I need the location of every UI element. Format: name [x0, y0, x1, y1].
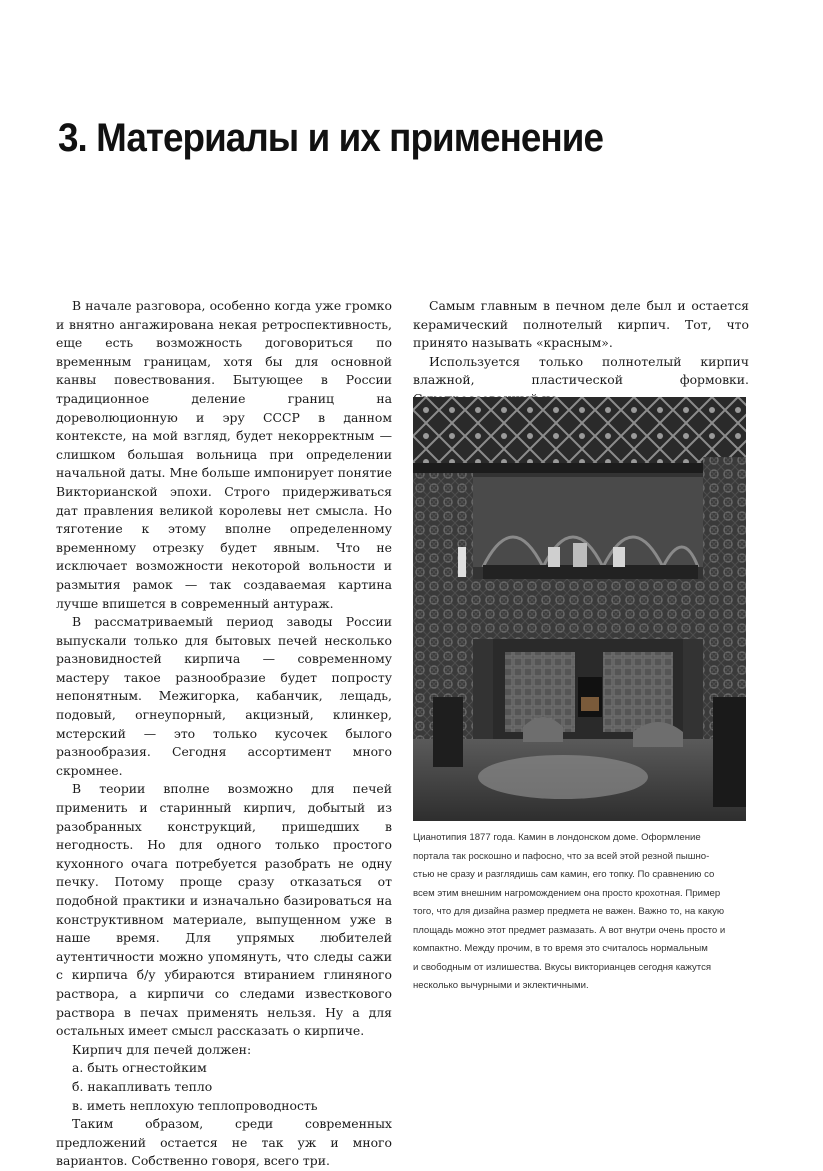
paragraph: В теории вполне возможно для печей применить и старинный кирпич, добытый из разобранных конструкций, пришедших в негодность. Но для одного только простого кухонного очага потребуется разобрать не одну печку. Потому проще сразу отказаться от подобной практики и изначально базироваться на конструктивном материале, выпущенном уже в наше время. Для упрямых любителей аутентичности можно упомянуть, что следы сажи с кирпича б/у убираются втиранием глиняного раствора, а кирпичи со следами известкового раствора в печах применять нельзя. Ну а для остальных имеет смысл рассказать о кирпиче.: [56, 781, 392, 1039]
caption-line: и свободным от излишества. Вкусы викторианцев сегодня кажутся: [413, 961, 712, 973]
caption-line: всем этим внешним нагромождением она просто крохотная. Пример: [413, 887, 721, 899]
caption-line: стью не сразу и разглядишь сам камин, его топку. По сравнению со: [413, 869, 715, 880]
list-item: в. иметь неплохую теплопроводность: [72, 1097, 318, 1113]
paragraph: Используется только полнотелый кирпич влажной, пластической формовки.: [413, 353, 749, 388]
caption-line: портала так роскошно и пафосно, что за всей этой резной пышно-: [413, 850, 710, 862]
caption-line: площадь можно этот предмет размазать. А вот внутри очень просто и: [413, 924, 726, 936]
photo-caption: [413, 829, 749, 996]
caption-line: Цианотипия 1877 года. Камин в лондонском доме. Оформление: [413, 832, 701, 843]
paragraph: Кирпич для печей должен:: [72, 1041, 252, 1057]
list-item: б. накапливать тепло: [72, 1078, 213, 1094]
paragraph: Самым главным в печном деле был и остается керамический полнотелый кирпич. Тот, что принято называть «красным».: [413, 298, 749, 351]
caption-line: компактно. Между прочим, в то время это считалось нормальным: [413, 943, 708, 954]
list-item: а. быть огнестойким: [72, 1060, 207, 1076]
fireplace-photo: [413, 397, 746, 821]
fireplace-illustration: [413, 397, 746, 821]
page-title: 3. Материалы и их применение: [58, 116, 603, 160]
paragraph: Таким образом, среди современных предложений остается не так уж и много вариантов. Собственно говоря, всего три.: [56, 1116, 392, 1169]
paragraph: В начале разговора, особенно когда уже громко и внятно ангажирована некая ретроспективность, еще есть возможность договориться по временным границам, хотя бы для основной канвы повествования. Бытующее в России традиционное деление границ на дореволюционную и эру СССР в данном контексте, на мой взгляд, будет некорректным — слишком большая вольница при определении начальной даты. Мне больше импонирует понятие Викторианской эпохи. Строго придерживаться дат правления великой королевы нет смысла. Но тяготение к этому вполне определенному временному отрезку будет явным. Что не исключает возможности некоторой вольности и размытия рамок — так создаваемая картина лучше впишется в современный антураж.: [56, 298, 392, 611]
caption-line: того, что для дизайна размер предмета не важен. Важно то, на какую: [413, 906, 725, 917]
left-column: [56, 297, 392, 1171]
right-column: [413, 297, 749, 409]
paragraph: В рассматриваемый период заводы России выпускали только для бытовых печей несколько разновидностей кирпича — современному мастеру такое разнообразие будет попросту непонятным. Межигорка, кабанчик, лещадь, подовый, огнеупорный, акцизный, клинкер, мстерский — это только кусочек былого разнообразия. Сегодня ассортимент много скромнее.: [56, 614, 392, 778]
caption-line: несколько вычурными и эклектичными.: [413, 980, 589, 991]
